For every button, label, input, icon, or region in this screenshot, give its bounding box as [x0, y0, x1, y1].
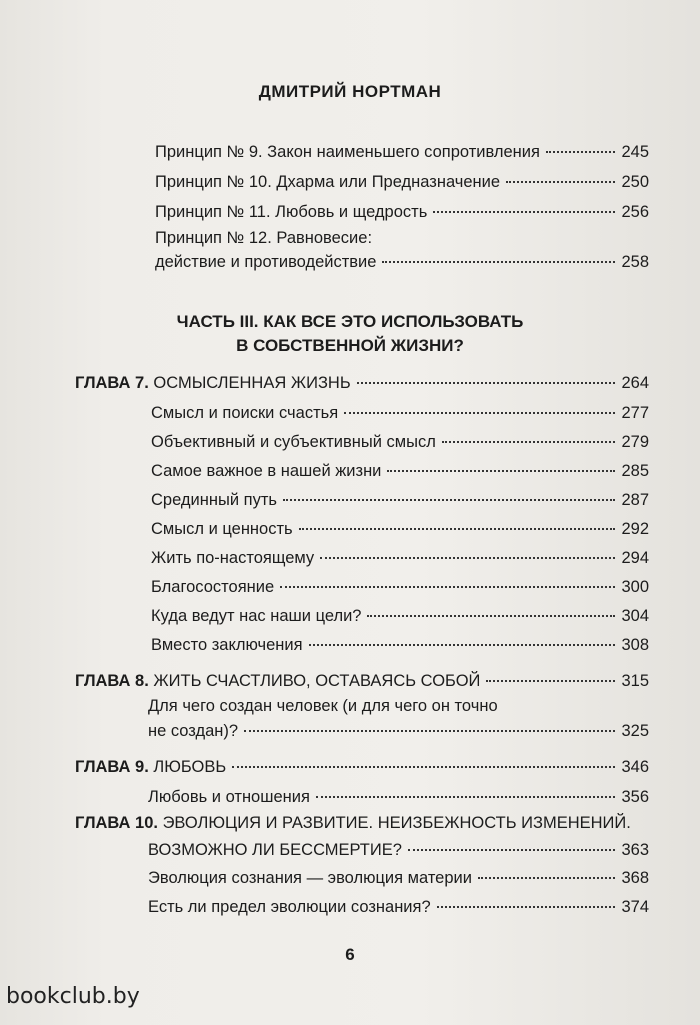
toc-entry — [148, 897, 649, 917]
toc-entry — [155, 202, 649, 222]
page-number: 6 — [345, 945, 355, 964]
toc-entry-page: 356 — [621, 788, 649, 806]
toc-entry-title: Благосостояние — [151, 578, 275, 596]
toc-entry — [151, 606, 649, 626]
toc-entry-title-line: Принцип № 12. Равновесие: — [155, 229, 373, 247]
dot-leader — [387, 470, 615, 472]
toc-entry-page: 279 — [621, 433, 649, 451]
dot-leader — [486, 680, 615, 682]
chapter-title: ЖИТЬ СЧАСТЛИВО, ОСТАВАЯСЬ СОБОЙ — [153, 672, 481, 690]
chapter-page: 264 — [621, 374, 649, 392]
toc-entry-title-line: Для чего создан человек (и для чего он точно — [148, 697, 498, 715]
toc-entry — [151, 490, 649, 510]
chapter-page: 363 — [621, 841, 649, 859]
toc-entry-page: 308 — [621, 636, 649, 654]
chapter-title: ВОЗМОЖНО ЛИ БЕССМЕРТИЕ? — [148, 841, 402, 859]
toc-entry-title: Любовь и отношения — [148, 788, 310, 806]
chapter-page: 315 — [621, 672, 649, 690]
toc-entry — [151, 548, 649, 568]
chapter-title-line — [75, 811, 631, 835]
toc-entry-title: Смысл и ценность — [151, 520, 293, 538]
toc-entry-title: Принцип № 10. Дхарма или Предназначение — [155, 173, 501, 191]
toc-entry — [151, 635, 649, 655]
dot-leader — [280, 586, 615, 588]
chapter-entry — [75, 757, 649, 777]
toc-entry-page: 304 — [621, 607, 649, 625]
chapter-entry — [148, 840, 649, 860]
toc-entry — [151, 519, 649, 539]
dot-leader — [357, 382, 616, 384]
toc-entry-title: не создан)? — [148, 722, 239, 740]
toc-entry-title: Срединный путь — [151, 491, 277, 509]
dot-leader — [442, 441, 616, 443]
toc-entry-page: 245 — [621, 143, 649, 161]
dot-leader — [408, 849, 616, 851]
toc-entry-page: 258 — [621, 253, 649, 271]
dot-leader — [316, 796, 616, 798]
toc-entry-page: 374 — [621, 898, 649, 916]
toc-entry — [151, 403, 649, 423]
toc-entry-title: Принцип № 11. Любовь и щедрость — [155, 203, 428, 221]
toc-entry-title: Есть ли предел эволюции сознания? — [148, 898, 431, 916]
part-title-line1: ЧАСТЬ III. КАК ВСЕ ЭТО ИСПОЛЬЗОВАТЬ — [176, 312, 524, 331]
chapter-entry — [75, 373, 649, 393]
toc-entry-page: 277 — [621, 404, 649, 422]
toc-entry — [155, 252, 649, 272]
site-watermark: bookclub.by — [6, 984, 140, 1009]
chapter-label: ГЛАВА 8. — [75, 672, 149, 690]
chapter-label: ГЛАВА 10. — [75, 814, 158, 832]
dot-leader — [309, 644, 616, 646]
chapter-title: ЛЮБОВЬ — [153, 758, 227, 776]
toc-entry-title: Эволюция сознания — эволюция материи — [148, 869, 472, 887]
part-title-line2: В СОБСТВЕННОЙ ЖИЗНИ? — [236, 336, 464, 355]
toc-entry-page: 256 — [621, 203, 649, 221]
toc-entry — [155, 172, 649, 192]
running-header: ДМИТРИЙ НОРТМАН — [258, 82, 442, 101]
toc-entry — [148, 868, 649, 888]
dot-leader — [478, 877, 615, 879]
dot-leader — [344, 412, 615, 414]
toc-entry-page: 292 — [621, 520, 649, 538]
toc-entry — [155, 142, 649, 162]
toc-entry-title: Смысл и поиски счастья — [151, 404, 339, 422]
toc-entry-title: Куда ведут нас наши цели? — [151, 607, 362, 625]
toc-entry-page: 300 — [621, 578, 649, 596]
toc-entry — [148, 787, 649, 807]
dot-leader — [546, 151, 616, 153]
dot-leader — [299, 528, 616, 530]
toc-entry-page: 285 — [621, 462, 649, 480]
chapter-page: 346 — [621, 758, 649, 776]
toc-entry-title: Объективный и субъективный смысл — [151, 433, 436, 451]
dot-leader — [232, 766, 615, 768]
chapter-entry — [75, 671, 649, 691]
dot-leader — [382, 261, 615, 263]
toc-entry-title: Самое важное в нашей жизни — [151, 462, 382, 480]
toc-entry-page: 368 — [621, 869, 649, 887]
toc-entry — [151, 461, 649, 481]
dot-leader — [283, 499, 615, 501]
dot-leader — [320, 557, 615, 559]
toc-entry-title: Принцип № 9. Закон наименьшего сопротивления — [155, 143, 540, 161]
toc-entry — [148, 721, 649, 741]
chapter-title: ОСМЫСЛЕННАЯ ЖИЗНЬ — [153, 374, 351, 392]
toc-entry-title: действие и противодействие — [155, 253, 377, 271]
toc-entry — [151, 577, 649, 597]
chapter-label: ГЛАВА 7. — [75, 374, 149, 392]
toc-entry-title: Жить по-настоящему — [151, 549, 315, 567]
toc-entry — [151, 432, 649, 452]
dot-leader — [433, 211, 615, 213]
toc-entry-title: Вместо заключения — [151, 636, 303, 654]
dot-leader — [506, 181, 615, 183]
dot-leader — [244, 730, 615, 732]
toc-entry-page: 287 — [621, 491, 649, 509]
toc-entry-page: 294 — [621, 549, 649, 567]
dot-leader — [367, 615, 615, 617]
chapter-title: ЭВОЛЮЦИЯ И РАЗВИТИЕ. НЕИЗБЕЖНОСТЬ ИЗМЕНЕНИЙ. — [162, 814, 631, 832]
toc-entry-page: 250 — [621, 173, 649, 191]
chapter-label: ГЛАВА 9. — [75, 758, 149, 776]
dot-leader — [437, 906, 616, 908]
toc-entry-page: 325 — [621, 722, 649, 740]
